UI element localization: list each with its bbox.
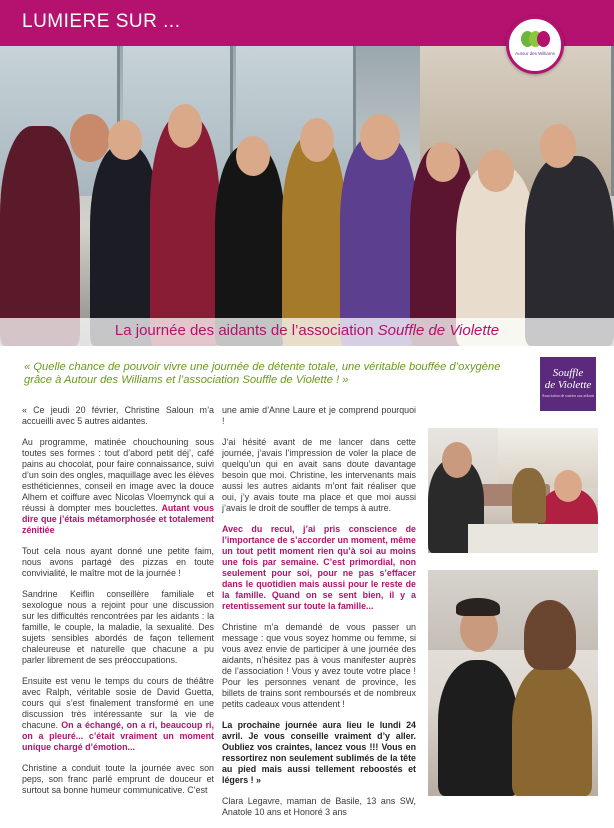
section-title: LUMIERE SUR ... (22, 11, 181, 32)
group-photo (0, 46, 614, 346)
leaf-icon (537, 31, 550, 47)
intro-quote: « Quelle chance de pouvoir vivre une journée de détente totale, une véritable bouffée d’oxygène grâce à Autour des Williams et l’association Souffle de Violette ! » (24, 361, 501, 386)
strong-paragraph: La prochaine journée aura lieu le lundi 24 avril. Je vous conseille vraiment d’y aller. Oubliez vos craintes, lancez vous !!! Vous en ressortirez non seulement sublimés de la tête au pied mais aussi tellement reboostés et légers ! » (222, 720, 416, 785)
souffle-de-violette-logo (540, 357, 596, 411)
article-column-left (22, 405, 214, 806)
paragraph: Christine a conduit toute la journée avec son peps, son franc parlé emprunt de douceur et surtout sa bonne humeur communicative. C’est (22, 763, 214, 795)
logo-line-2: de Violette (544, 379, 592, 391)
paragraph: une amie d’Anne Laure et je comprend pourquoi ! (222, 405, 416, 426)
logo-text: Autour des Williams (515, 51, 555, 56)
highlight-text: Autant vous dire que j’étais métamorphosée et totalement zénitiée (22, 503, 215, 535)
article-column-middle (222, 405, 416, 828)
highlight-text: On a échangé, on a ri, beaucoup ri, on a pleuré... c’était vraiment un moment unique chargé d’émotion... (22, 720, 214, 752)
paragraph (22, 676, 214, 753)
paragraph: Sandrine Keiflin conseillère familiale et sexologue nous a rejoint pour une discussion sur les difficultés rencontrées par les aidants : la famille, le couple, la maladie, la sexualité. Des sujets sensibles abordés de façon tellement chaleureuse et naturelle que chacune a pu parler librement de ses préoccupations. (22, 589, 214, 665)
logo-line-1: Souffle (552, 367, 584, 379)
paragraph (22, 437, 214, 536)
paragraph-text: Au programme, matinée chouchouning sous toutes ses formes : tout d’abord petit déj’, café pains au chocolat, pour faire connaissance, suivi d’un soin des ongles, maquillage avec les élèves esthéticiennes, conseil en image avec la douce Alhem et coiffure avec Nicolas Vloemynck qui a réussi à dompter mes bouclettes. (22, 437, 214, 513)
photo-caption (0, 322, 614, 339)
paragraph: Tout cela nous ayant donné une petite faim, nous avons partagé des pizzas en toute convivialité, le maître mot de la journée ! (22, 546, 214, 578)
paragraph: J’ai hésité avant de me lancer dans cette journée, j’avais l’impression de voler la place de quelqu’un qui en avait sans doute davantage besoin que moi. Christine, les intervenants mais aussi les autres aidants m’ont fait réaliser que oui, j’y avais toute ma place et que moi aussi j’avais le droit de souffler de temps à autre. (222, 437, 416, 513)
caption-prefix: La journée des aidants de l’association (114, 322, 378, 339)
highlight-paragraph: Avec du recul, j’ai pris conscience de l’importance de s’accorder un moment, même un tout petit moment rien qu’à soi au moins une fois par semaine. C’est primordial, non seulement pour soi, pour ne pas s’effacer dans le quotidien mais aussi pour le reste de la famille. Quand on se sent bien, il y a retentissement sur toute la famille... (222, 524, 416, 611)
signature: Clara Legavre, maman de Basile, 13 ans SW, Anatole 10 ans et Honoré 3 ans (222, 796, 416, 817)
portrait-photo (428, 570, 598, 796)
paragraph-text: Ensuite est venu le temps du cours de théâtre avec Ralph, véritable sosie de David Guetta, cours qui s’est finalement transformé en une discussion très intéressante sur la vie de chacune. (22, 676, 214, 730)
paragraph: Christine m’a demandé de vous passer un message : que vous soyez homme ou femme, si vous avez envie de participer à une journée des aidants, n’hésitez pas à vous manifester auprès de l’association ! Vous y avez toute votre place ! Pour les personnes venant de province, les billets de trains sont remboursés et de nombreux petits cadeaux vous attendent ! (222, 622, 416, 709)
logo-tagline: Association de soutien aux aidants (541, 394, 595, 398)
caption-association-name: Souffle de Violette (377, 322, 500, 339)
manicure-photo (428, 428, 598, 553)
paragraph: « Ce jeudi 20 février, Christine Saloun m’a accueilli avec 5 autres aidantes. (22, 405, 214, 426)
association-logo (506, 16, 564, 74)
